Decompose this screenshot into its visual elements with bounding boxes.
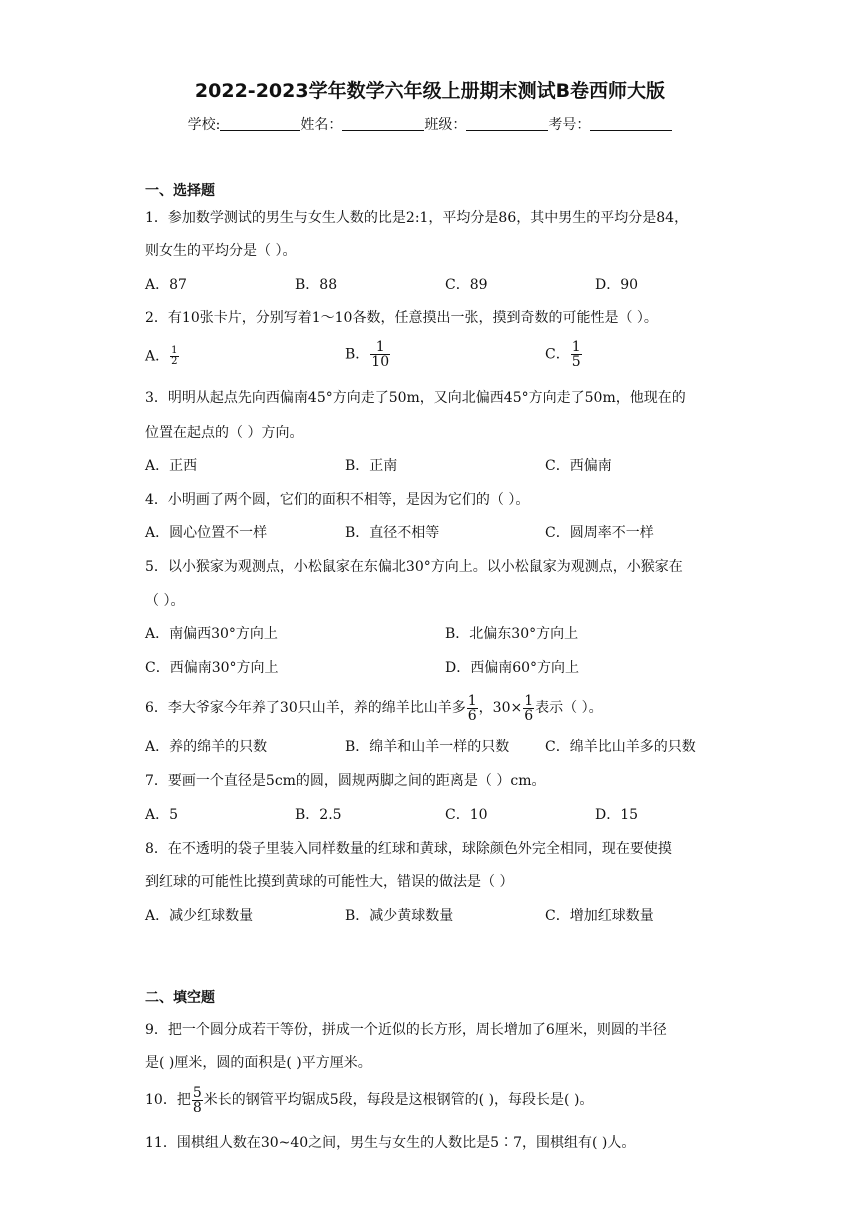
q1-option-b[interactable]: B．88 [295,277,338,293]
q10-text-part1: 10．把 [145,1092,191,1108]
q8-option-c[interactable]: C．增加红球数量 [545,908,654,924]
q5-stem-line1: 5．以小猴家为观测点，小松鼠家在东偏北30°方向上。以小松鼠家为观测点，小猴家在 [145,559,683,575]
q6-fraction-1 [467,694,478,723]
q7-option-d[interactable]: D．15 [595,807,639,823]
q6-fraction-2 [523,694,534,723]
class-field[interactable] [466,116,548,131]
q2-stem: 2．有10张卡片，分别写着1～10各数，任意摸出一张，摸到奇数的可能性是（ ）。 [145,310,658,326]
fraction-denominator: 5 [571,354,581,370]
school-label: 学校: [187,117,221,133]
q8-option-b[interactable]: B．减少黄球数量 [345,908,454,924]
fraction-denominator: 6 [467,707,477,724]
q5-option-b[interactable]: B．北偏东30°方向上 [445,626,579,642]
q1-option-d[interactable]: D．90 [595,277,639,293]
q6-text-part1: 6．李大爷家今年养了30只山羊，养的绵羊比山羊多 [145,700,466,716]
q6-option-c[interactable]: C．绵羊比山羊多的只数 [545,739,696,755]
q5-option-a[interactable]: A．南偏西30°方向上 [145,626,278,642]
name-label: 姓名： [300,117,343,133]
q3-stem-line1: 3．明明从起点先向西偏南45°方向走了50m，又向北偏西45°方向走了50m，他现在的 [145,390,686,406]
q6-option-a[interactable]: A．养的绵羊的只数 [145,739,268,755]
q7-option-b[interactable]: B．2.5 [295,807,342,823]
q9-stem-line1: 9．把一个圆分成若干等份，拼成一个近似的长方形，周长增加了6厘米，则圆的半径 [145,1022,667,1038]
fraction-numerator: 1 [375,339,385,355]
q1-option-c[interactable]: C．89 [445,277,488,293]
school-field[interactable] [220,116,300,131]
q4-option-a[interactable]: A．圆心位置不一样 [145,525,268,541]
q2-option-b-label: B． [345,346,370,363]
q4-option-b[interactable]: B．直径不相等 [345,525,440,541]
q2-option-b-fraction [370,340,390,369]
fraction-denominator: 10 [371,354,390,370]
fraction-numerator: 5 [192,1084,202,1101]
q11-stem: 11．围棋组人数在30~40之间，男生与女生的人数比是5∶7，围棋组有( )人。 [145,1135,636,1151]
id-field[interactable] [590,116,672,131]
q2-option-c-fraction [571,340,582,369]
q2-option-b[interactable] [345,340,391,369]
section-fill-title: 二、填空题 [145,990,215,1006]
q2-option-a[interactable] [145,346,180,367]
id-label: 考号： [548,117,591,133]
q3-option-c[interactable]: C．西偏南 [545,458,612,474]
q4-stem: 4．小明画了两个圆，它们的面积不相等，是因为它们的（ ）。 [145,492,530,508]
class-label: 班级： [424,117,467,133]
q10-stem [145,1082,593,1118]
q4-option-c[interactable]: C．圆周率不一样 [545,525,654,541]
q1-stem-line2: 则女生的平均分是（ ）。 [145,243,297,259]
fraction-numerator: 1 [171,345,178,356]
q3-stem-line2: 位置在起点的（ ）方向。 [145,425,304,441]
q5-option-d[interactable]: D．西偏南60°方向上 [445,660,580,676]
q10-text-part2: 米长的钢管平均锯成5段，每段是这根钢管的( )，每段长是( )。 [203,1092,594,1108]
q3-option-a[interactable]: A．正西 [145,458,198,474]
section-choice-title: 一、选择题 [145,183,215,199]
q7-option-a[interactable]: A．5 [145,807,179,823]
fraction-numerator: 1 [571,339,581,355]
q8-option-a[interactable]: A．减少红球数量 [145,908,254,924]
q9-stem-line2: 是( )厘米，圆的面积是( )平方厘米。 [145,1055,372,1071]
fraction-numerator: 1 [467,692,477,709]
fraction-denominator: 8 [192,1099,202,1116]
q6-text-part2: ，30× [478,700,523,716]
q8-stem-line2: 到红球的可能性比摸到黄球的可能性大，错误的做法是（ ） [145,874,514,890]
q10-fraction [192,1086,203,1115]
q1-stem-line1: 1．参加数学测试的男生与女生人数的比是2:1，平均分是86，其中男生的平均分是84， [145,210,689,226]
q2-option-a-fraction [170,346,178,367]
q8-stem-line1: 8．在不透明的袋子里装入同样数量的红球和黄球，球除颜色外完全相同，现在要使摸 [145,841,672,857]
page-title: 2022-2023学年数学六年级上册期末测试B卷西师大版 [194,80,666,102]
q7-option-c[interactable]: C．10 [445,807,488,823]
fraction-denominator: 6 [524,707,534,724]
name-field[interactable] [342,116,424,131]
q5-option-c[interactable]: C．西偏南30°方向上 [145,660,279,676]
q5-stem-line2: （ ）。 [145,593,185,609]
q3-option-b[interactable]: B．正南 [345,458,398,474]
q2-option-c[interactable] [545,340,583,369]
q2-option-c-label: C． [545,346,570,363]
q6-option-b[interactable]: B．绵羊和山羊一样的只数 [345,739,510,755]
q1-option-a[interactable]: A．87 [145,277,187,293]
fraction-numerator: 1 [524,692,534,709]
student-info-line [0,114,860,134]
fraction-denominator: 2 [171,356,178,367]
q6-stem [145,690,603,726]
q7-stem: 7．要画一个直径是5cm的圆，圆规两脚之间的距离是（ ）cm。 [145,773,546,789]
q2-option-a-label: A． [145,348,170,365]
q6-text-part3: 表示（ ）。 [535,700,603,716]
